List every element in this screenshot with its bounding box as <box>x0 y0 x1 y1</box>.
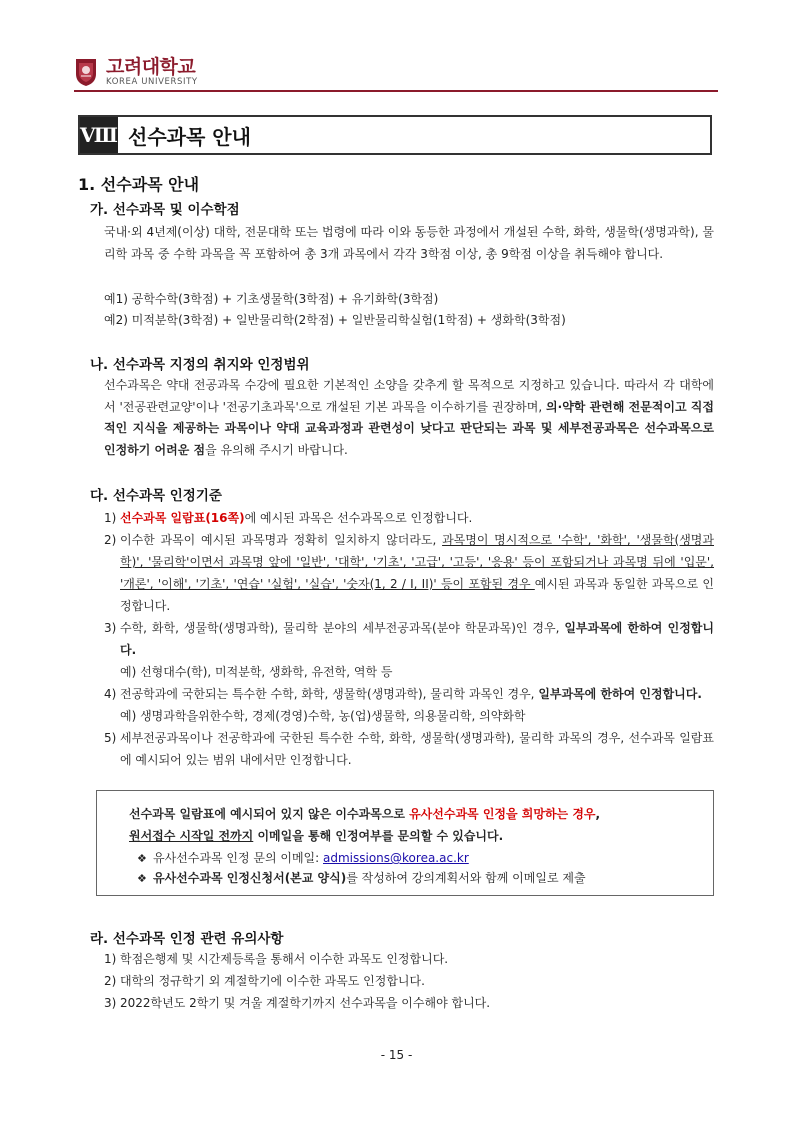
list-item: 3) 2022학년도 2학기 및 겨울 계절학기까지 선수과목을 이수해야 합니다. <box>104 996 491 1010</box>
subsection-b-body: 선수과목은 약대 전공과목 수강에 필요한 기본적인 소양을 갖추게 할 목적으로 지정하고 있습니다. 따라서 각 대학에서 '전공관련교양'이나 '전공기초과목'으로 개설된 기본 과목을 이수하기를 권장하며, 의·약학 관련해 전문적이고 직접적인 지식을 제공하는 과목이나 약대 교육과정과 관련성이 낮다고 판단되는 과목 및 세부전공과목은 선수과목으로 인정하기 어려운 점을 유의해 주시기 바랍니다. <box>104 378 714 457</box>
notice-line-1: 선수과목 일람표에 예시되어 있지 않은 이수과목으로 유사선수과목 인정을 희망하는 경우, <box>129 807 601 821</box>
example-1: 예1) 공학수학(3학점) + 기초생물학(3학점) + 유기화학(3학점) <box>104 292 439 306</box>
list-item: 1) 학점은행제 및 시간제등록을 통해서 이수한 과목도 인정합니다. <box>104 952 449 966</box>
chapter-number: Ⅷ <box>80 117 118 153</box>
page-number: - 15 - <box>380 1048 413 1062</box>
university-header <box>74 54 198 90</box>
section-title: 1. 선수과목 안내 <box>78 175 200 194</box>
list-item: 2) 이수한 과목이 예시된 과목명과 정확히 일치하지 않더라도, 과목명이 명시적으로 '수학', '화학', '생물학(생명과학)', '물리학'이면서 과목명 앞에 '일반', '대학', '기초', '고급', '고등', '응용' 등이 포함되거나 과목명 뒤에 '입문', '개론', '이해', '기초', '연습' '실험', '실습', '숫자(1, 2 / I, II)' 등이 포함된 경우 예시된 과목과 동일한 과목으로 인정합니다. <box>104 533 714 613</box>
subsection-d-title: 라. 선수과목 인정 관련 유의사항 <box>90 931 284 947</box>
notice-line-2: 원서접수 시작일 전까지 이메일을 통해 인정여부를 문의할 수 있습니다. <box>129 829 504 843</box>
notice-box <box>96 790 714 896</box>
list-example: 예) 생명과학을위한수학, 경제(경영)수학, 농(업)생물학, 의용물리학, 의약화학 <box>120 709 526 723</box>
diamond-bullet-icon: ❖ <box>137 872 147 885</box>
chapter-title-box <box>78 115 712 155</box>
list-item: 3) 수학, 화학, 생물학(생명과학), 물리학 분야의 세부전공과목(분야 학문과목)인 경우, 일부과목에 한하여 인정합니다. <box>104 621 714 657</box>
diamond-bullet-icon: ❖ <box>137 852 147 865</box>
brand-english-name: KOREA UNIVERSITY <box>106 76 198 87</box>
list-item: 5) 세부전공과목이나 전공학과에 국한된 특수한 수학, 화학, 생물학(생명과학), 물리학 과목의 경우, 선수과목 일람표에 예시되어 있는 범위 내에서만 인정합니다. <box>104 731 714 767</box>
subsection-a-title: 가. 선수과목 및 이수학점 <box>90 202 240 218</box>
list-item: 2) 대학의 정규학기 외 계절학기에 이수한 과목도 인정합니다. <box>104 974 425 988</box>
example-2: 예2) 미적분학(3학점) + 일반물리학(2학점) + 일반물리학실험(1학점) + 생화학(3학점) <box>104 313 566 327</box>
header-divider <box>74 90 718 92</box>
subsection-b-bold-text: 의·약학 관련해 전문적이고 직접적인 지식을 제공하는 과목이나 약대 교육과정과 관련성이 낮다고 판단되는 과목 및 세부전공과목은 선수과목으로 인정하기 어려운 점 <box>104 399 714 457</box>
notes-list <box>104 948 714 1014</box>
korea-university-crest-icon <box>74 57 98 87</box>
chapter-title: 선수과목 안내 <box>128 124 251 149</box>
criteria-list <box>104 507 714 771</box>
brand-korean-name: 고려대학교 <box>106 55 196 78</box>
list-item: 1) 선수과목 일람표(16쪽)에 예시된 과목은 선수과목으로 인정합니다. <box>104 511 473 525</box>
subsection-b-title: 나. 선수과목 지정의 취지와 인정범위 <box>90 357 310 373</box>
table-reference: 선수과목 일람표(16쪽) <box>120 511 245 525</box>
notice-bullet-2: ❖ 유사선수과목 인정신청서(본교 양식)를 작성하여 강의계획서와 함께 이메일로 제출 <box>137 871 586 885</box>
list-example: 예) 선형대수(학), 미적분학, 생화학, 유전학, 역학 등 <box>120 665 393 679</box>
email-link[interactable]: admissions@korea.ac.kr <box>323 851 469 865</box>
subsection-c-title: 다. 선수과목 인정기준 <box>90 488 222 504</box>
subsection-a-body: 국내·외 4년제(이상) 대학, 전문대학 또는 법령에 따라 이와 동등한 과정에서 개설된 수학, 화학, 생물학(생명과학), 물리학 과목 중 수학 과목을 꼭 포함하여 총 3개 과목에서 각각 3학점 이상, 총 9학점 이상을 취득해야 합니다. <box>104 225 714 261</box>
notice-bullet-1: ❖ 유사선수과목 인정 문의 이메일: admissions@korea.ac.kr <box>137 851 469 865</box>
list-item: 4) 전공학과에 국한되는 특수한 수학, 화학, 생물학(생명과학), 물리학 과목인 경우, 일부과목에 한하여 인정합니다. <box>104 687 702 701</box>
